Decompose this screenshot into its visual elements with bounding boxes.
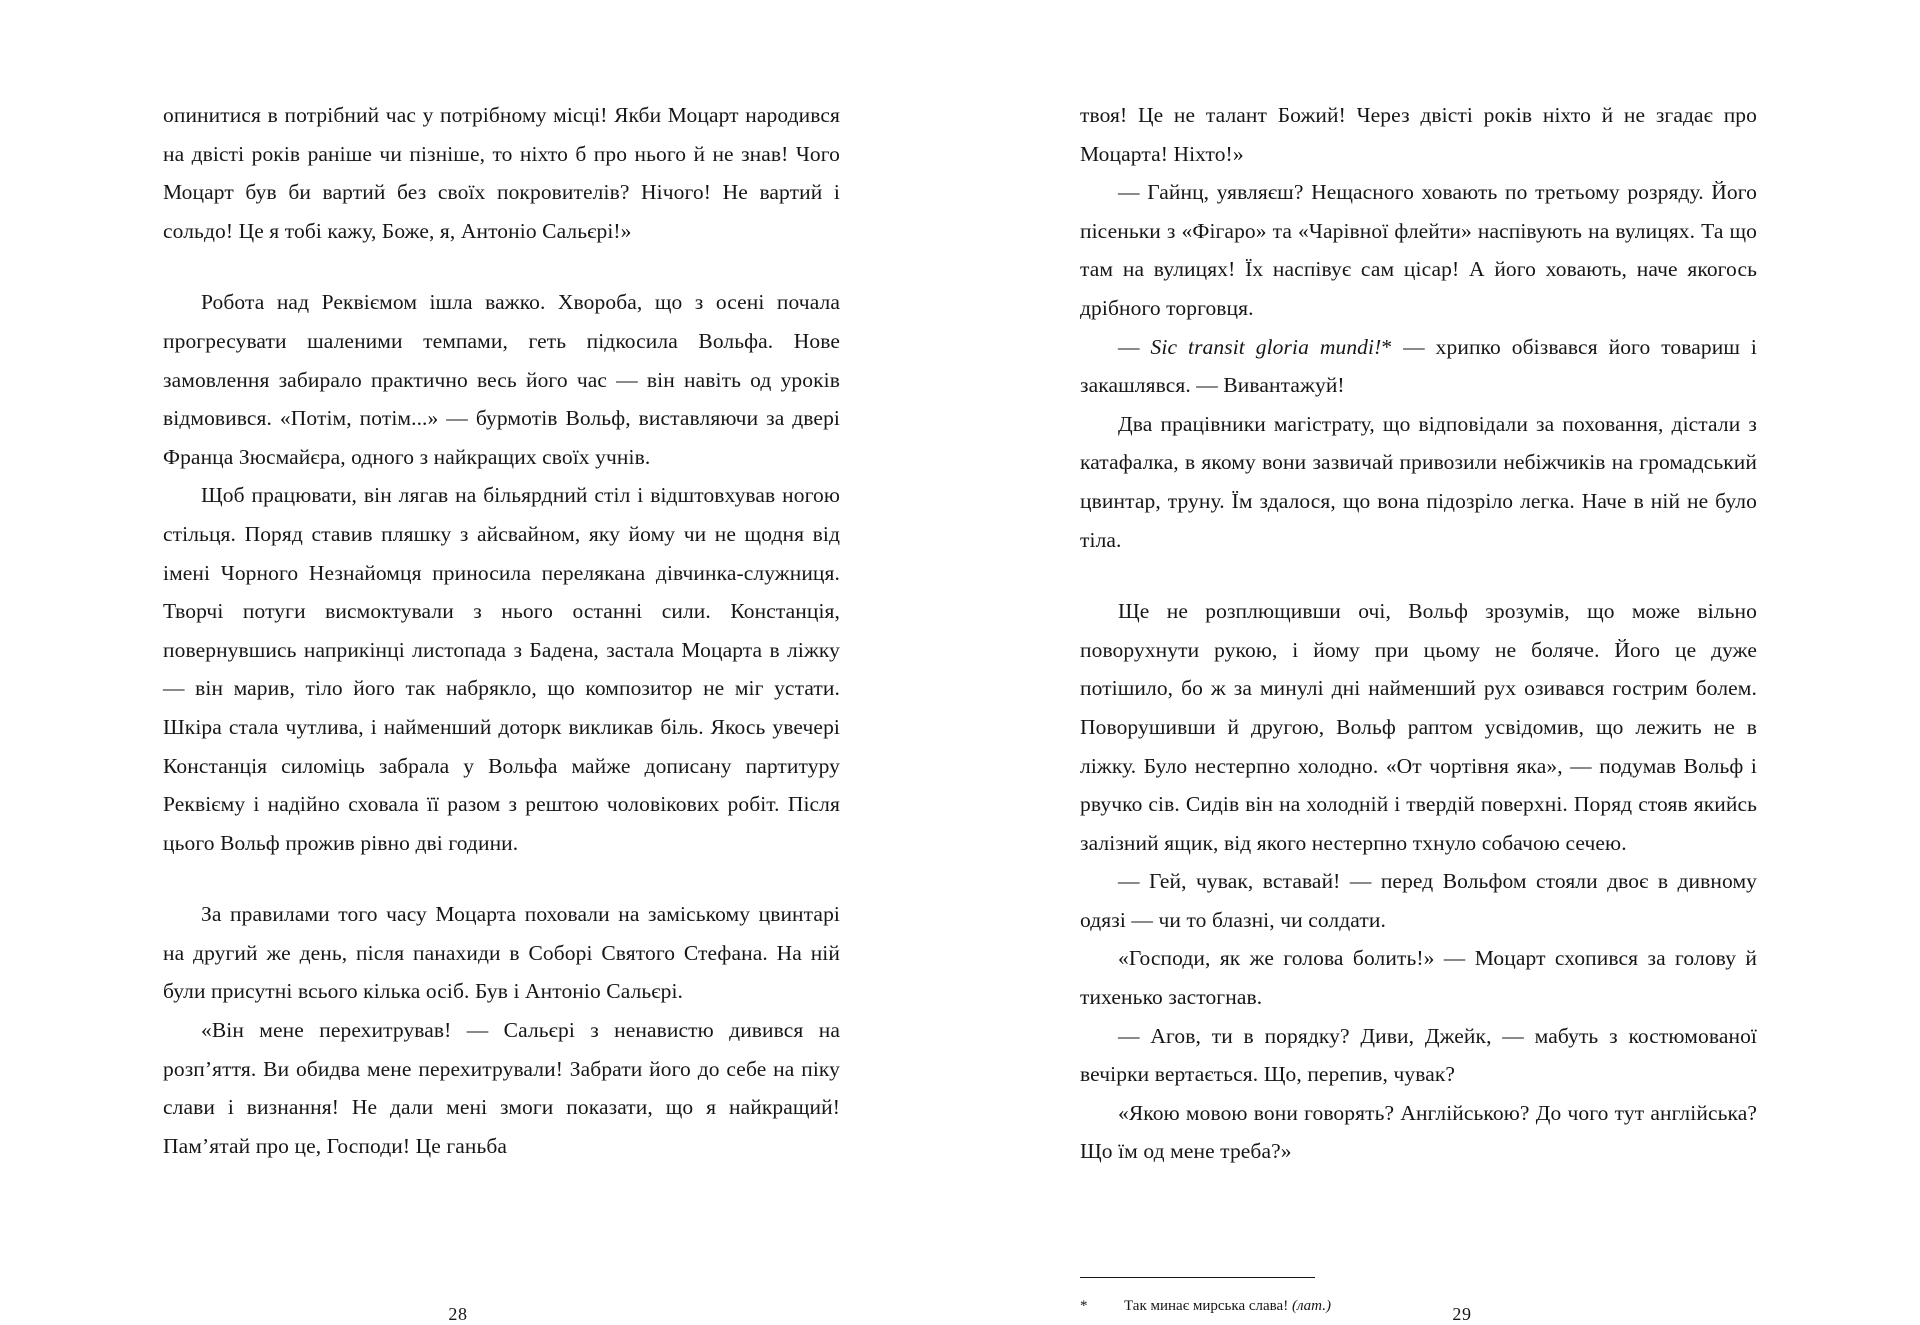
page-number: 29 xyxy=(1452,1304,1472,1324)
paragraph: Два працівники магістрату, що відповідали за поховання, дістали з катафалка, в якому вони зазвичай привозили небіжчиків на громадський цвинтар, труну. Їм здалося, що вона підозріло легка. Наче в ній не було тіла. xyxy=(1080,411,1757,552)
paragraph: «Якою мовою вони говорять? Англійською? До чого тут англійська? Що їм од мене треба?» xyxy=(1080,1100,1757,1164)
footnote-text-main: Так минає мирська слава! xyxy=(1124,1298,1292,1314)
page-number: 28 xyxy=(448,1304,468,1324)
paragraph: — Гайнц, уявляєш? Нещасного ховають по третьому розряду. Його пісеньки з «Фігаро» та «Чарівної флейти» наспівують на вулицях. Та що там на вулицях! Їх наспівує сам цісар! А його ховають, наче якогось дрібного торговця. xyxy=(1080,180,1757,320)
right-page xyxy=(960,96,1920,1325)
paragraph: За правилами того часу Моцарта поховали на заміському цвинтарі на другий же день, після панахиди в Соборі Святого Стефана. На ній були присутні всього кілька осіб. Був і Антоніо Сальєрі. xyxy=(163,902,840,1004)
paragraph-with-latin-phrase xyxy=(1080,328,1757,405)
paragraph: Ще не розплющивши очі, Вольф зрозумів, що може вільно поворухнути рукою, і йому при цьому не боляче. Його це дуже потішило, бо ж за минулі дні найменший рух озивався гострим болем. Поворушивши й другою, Вольф раптом усвідомив, що лежить не в ліжку. Було нестерпно холодно. «От чортівня яка», — подумав Вольф і рвучко сів. Сидів він на холодній і твердій поверхні. Поряд стояв якийсь залізний ящик, від якого нестерпно тхнуло собачою сечею. xyxy=(1080,599,1757,855)
paragraph: «Господи, як же голова болить!» — Моцарт схопився за голову й тихенько застогнав. xyxy=(1080,946,1757,1010)
paragraph: «Він мене перехитрував! — Сальєрі з ненавистю дивився на розп’яття. Ви обидва мене перехитрували! Забрати його до себе на піку слави і визнання! Не дали мені змоги показати, що я найкращий! Пам’ятай про це, Господи! Це ганьба xyxy=(163,1018,840,1158)
footnote-text-language: (лат.) xyxy=(1291,1298,1331,1314)
footnote-separator-rule xyxy=(1080,1277,1315,1278)
footnote-marker: * xyxy=(1080,1298,1088,1314)
footnote-reference: * — хрипко обізвався його товариш і закашлявся. — Вивантажуй! xyxy=(1080,334,1757,398)
paragraph: — Гей, чувак, вставай! — перед Вольфом стояли двоє в дивному одязі — чи то блазні, чи солдати. xyxy=(1080,869,1757,932)
dash-marker: — xyxy=(1118,334,1151,359)
left-page-text-column xyxy=(163,96,840,1325)
paragraph: опинитися в потрібний час у потрібному місці! Якби Моцарт народився на двісті років раніше чи пізніше, то ніхто б про нього й не знав! Чого Моцарт був би вартий без своїх покровителів? Нічого! Не вартий і сольдо! Це я тобі кажу, Боже, я, Антоніо Сальєрі!» xyxy=(163,103,840,243)
paragraph: твоя! Це не талант Божий! Через двісті років ніхто й не згадає про Моцарта! Ніхто!» xyxy=(1080,103,1757,166)
paragraph: — Агов, ти в порядку? Диви, Джейк, — мабуть з костюмованої вечірки вертається. Що, перепив, чувак? xyxy=(1080,1023,1757,1087)
paragraph: Робота над Реквіємом ішла важко. Хвороба, що з осені почала прогресувати шаленими темпами, геть підкосила Вольфа. Нове замовлення забирало практично весь його час — він навіть од уроків відмовився. «Потім, потім...» — бурмотів Вольф, виставляючи за двері Франца Зюсмайєра, одного з найкращих своїх учнів. xyxy=(163,290,840,469)
latin-phrase: Sic transit gloria mundi! xyxy=(1150,334,1382,359)
right-page-text-column xyxy=(1080,96,1757,1277)
left-page xyxy=(0,96,960,1325)
paragraph: Щоб працювати, він лягав на більярдний стіл і відштовхував ногою стільця. Поряд ставив пляшку з айсвайном, яку йому чи не щодня від імені Чорного Незнайомця приносила перелякана дівчинка-служниця. Творчі потуги висмоктували з нього останні сили. Констанція, повернувшись наприкінці листопада з Бадена, застала Моцарта в ліжку — він марив, тіло його так набрякло, що композитор не міг устати. Шкіра стала чутлива, і найменший доторк викликав біль. Якось увечері Констанція силоміць забрала у Вольфа майже дописану партитуру Реквієму і надійно сховала її разом з рештою чоловікових робіт. Після цього Вольф прожив рівно дві години. xyxy=(163,483,840,855)
